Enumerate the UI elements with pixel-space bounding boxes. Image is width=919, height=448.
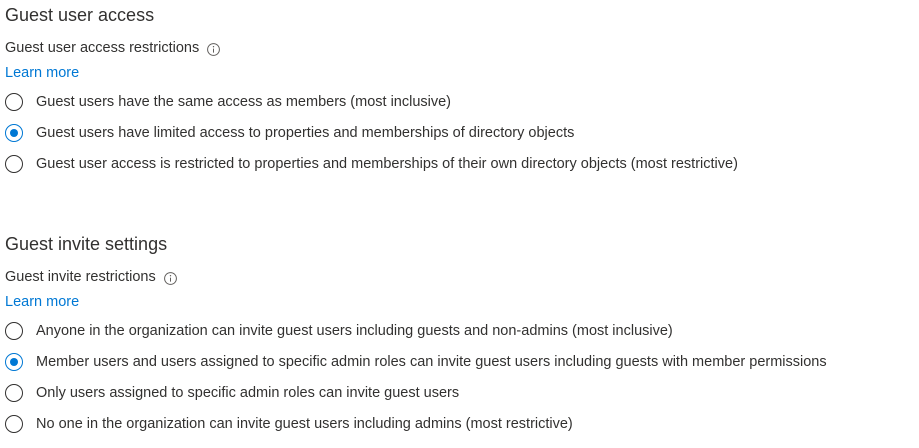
radio-option-label: Guest users have the same access as members (most inclusive)	[36, 93, 452, 110]
guest-user-access-title: Guest user access	[5, 5, 155, 25]
radio-option-anyone-can-invite[interactable]	[5, 315, 915, 346]
guest-user-access-restrictions-label: Guest user access restrictions	[5, 40, 200, 56]
guest-invite-settings-section	[5, 229, 915, 439]
radio-option-same-access-as-members[interactable]	[5, 86, 915, 117]
guest-invite-settings-title: Guest invite settings	[5, 234, 168, 254]
info-icon[interactable]	[207, 43, 220, 56]
radio-option-limited-access[interactable]	[5, 117, 915, 148]
radio-button[interactable]	[5, 415, 23, 433]
radio-button[interactable]	[5, 155, 23, 173]
radio-option-only-admin-roles[interactable]	[5, 377, 915, 408]
guest-user-access-section	[5, 0, 915, 179]
radio-button-selected[interactable]	[5, 124, 23, 142]
guest-user-access-restrictions-label-row	[5, 36, 915, 60]
guest-user-access-radio-group	[5, 86, 915, 179]
radio-button-selected[interactable]	[5, 353, 23, 371]
radio-button[interactable]	[5, 322, 23, 340]
radio-option-label: Only users assigned to specific admin roles can invite guest users	[36, 384, 460, 401]
radio-option-no-one-can-invite[interactable]	[5, 408, 915, 439]
radio-option-label: Anyone in the organization can invite guest users including guests and non-admins (most inclusive)	[36, 322, 673, 339]
radio-option-label: No one in the organization can invite guest users including admins (most restrictive)	[36, 415, 573, 432]
radio-option-label: Member users and users assigned to specific admin roles can invite guest users including guests with member permissions	[36, 353, 827, 370]
radio-button[interactable]	[5, 93, 23, 111]
guest-invite-restrictions-label-row	[5, 265, 915, 289]
radio-option-label: Guest user access is restricted to properties and memberships of their own directory objects (most restrictive)	[36, 155, 738, 172]
guest-invite-learn-more-link[interactable]: Learn more	[5, 294, 80, 310]
radio-option-restricted-own-objects[interactable]	[5, 148, 915, 179]
guest-user-access-learn-more-link[interactable]: Learn more	[5, 65, 80, 81]
guest-invite-radio-group	[5, 315, 915, 439]
radio-button[interactable]	[5, 384, 23, 402]
info-icon[interactable]	[164, 272, 177, 285]
radio-option-label: Guest users have limited access to properties and memberships of directory objects	[36, 124, 575, 141]
radio-option-member-users-and-admins[interactable]	[5, 346, 915, 377]
guest-invite-restrictions-label: Guest invite restrictions	[5, 269, 156, 285]
